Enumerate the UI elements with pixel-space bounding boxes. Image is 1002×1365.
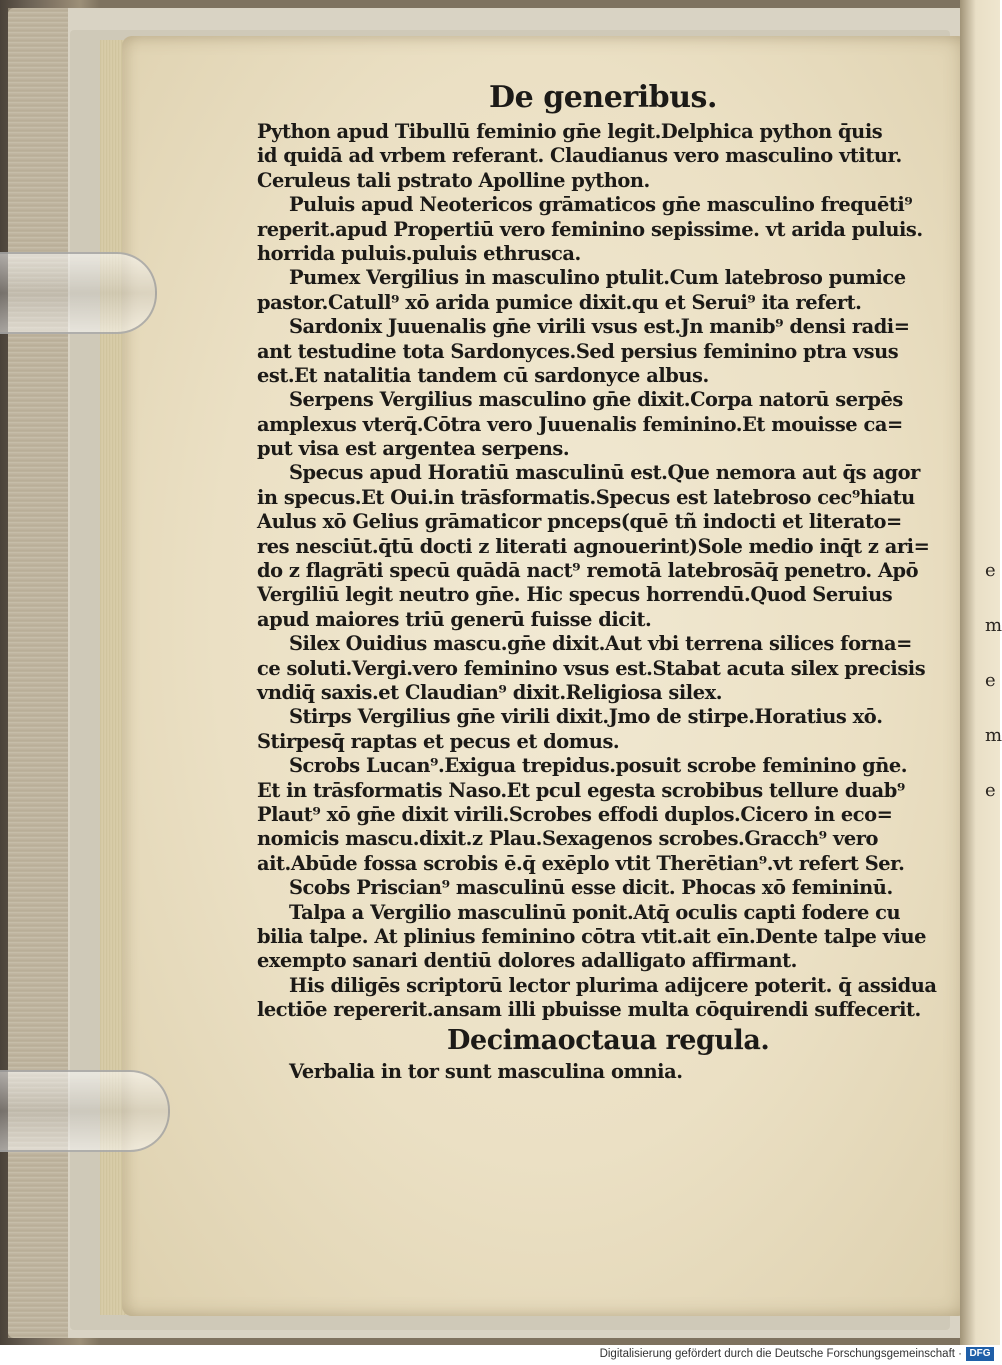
page-clip-bottom: [0, 1070, 170, 1152]
text-line: vndiq̄ saxis.et Claudian⁹ dixit.Religiosa silex.: [257, 680, 722, 704]
text-line: lectiōe repererit.ansam illi pbuisse multa cōquirendi suffecerit.: [257, 998, 921, 1022]
text-line: bilia talpe. At plinius feminino cōtra vtit.ait eīn.Dente talpe viue: [257, 924, 927, 948]
text-line: in specus.Et Oui.in trāsformatis.Specus est latebroso cec⁹hiatu: [257, 485, 915, 509]
text-line: Aulus xō Gelius grāmaticor pnceps(quē tñ indocti et literato=: [257, 510, 902, 534]
text-line: Serpens Vergilius masculino gn̄e dixit.Corpa natorū serpēs: [289, 388, 903, 412]
text-line: do z flagrāti specū quādā nact⁹ remotā latebrosāq̄ penetro. Apō: [257, 559, 919, 583]
rule-title: Decimaoctaua regula.: [447, 1025, 770, 1057]
text-line: pastor.Catull⁹ xō arida pumice dixit.qu et Serui⁹ ita refert.: [257, 290, 862, 314]
text-line: est.Et natalitia tandem cū sardonyce albus.: [257, 363, 709, 387]
text-line: Scobs Priscian⁹ masculinū esse dicit. Phocas xō femininū.: [289, 876, 893, 900]
text-line: Plaut⁹ xō gn̄e dixit virili.Scrobes effodi duplos.Cicero in eco=: [257, 802, 893, 826]
page-heading: De generibus.: [489, 80, 717, 115]
dfg-logo: DFG: [966, 1347, 994, 1361]
text-line: apud maiores triū generū fuisse dicit.: [257, 607, 652, 631]
facing-mark: e: [985, 670, 996, 691]
text-line: put visa est argentea serpens.: [257, 437, 570, 461]
facing-mark: m: [985, 725, 1002, 746]
text-line: Specus apud Horatiū masculinū est.Que nemora aut q̄s agor: [289, 461, 920, 485]
text-line: Ceruleus tali pstrato Apolline python.: [257, 168, 650, 192]
footer-bar: [0, 1345, 1000, 1365]
facing-mark: e: [985, 560, 996, 581]
text-line: Stirps Vergilius gn̄e virili dixit.Jmo de stirpe.Horatius xō.: [289, 705, 883, 729]
text-line: Python apud Tibullū feminio gn̄e legit.Delphica python q̄uis: [257, 120, 883, 143]
text-line: Silex Ouidius mascu.gn̄e dixit.Aut vbi terrena silices forna=: [289, 632, 912, 656]
text-line: id quidā ad vrbem referant. Claudianus vero masculino vtitur.: [257, 144, 902, 168]
text-line: ait.Abūde fossa scrobis ē.q̄ exēplo vtit Therētian⁹.vt refert Ser.: [257, 851, 905, 875]
last-text-line: Verbalia in tor sunt masculina omnia.: [289, 1060, 683, 1084]
text-line: ce soluti.Vergi.vero feminino vsus est.Stabat acuta silex precisis: [257, 656, 926, 680]
text-lines: [257, 120, 937, 1022]
facing-mark: e: [985, 780, 996, 801]
text-line: Puluis apud Neotericos grāmaticos gn̄e masculino frequēti⁹: [289, 193, 913, 217]
funding-credit: Digitalisierung gefördert durch die Deutsche Forschungsgemeinschaft ·: [599, 1348, 962, 1360]
text-line: horrida puluis.puluis ethrusca.: [257, 241, 581, 265]
text-line: His diligēs scriptorū lector plurima adijcere poterit. q̄ assidua: [289, 973, 937, 997]
text-line: Stirpesq̄ raptas et pecus et domus.: [257, 729, 620, 753]
text-line: nomicis mascu.dixit.z Plau.Sexagenos scrobes.Gracch⁹ vero: [257, 827, 878, 851]
text-line: res nesciūt.q̄tū docti z literati agnouerint)Sole medio inq̄t z ari=: [257, 534, 930, 558]
text-line: reperit.apud Propertiū vero feminino sepissime. vt arida puluis.: [257, 217, 923, 241]
text-line: Et in trāsformatis Naso.Et pcul egesta scrobibus tellure duab⁹: [257, 778, 905, 802]
page-clip-top: [0, 252, 157, 334]
text-line: amplexus vterq̄.Cōtra vero Juuenalis feminino.Et mouisse ca=: [257, 412, 903, 436]
text-line: Vergiliū legit neutro gn̄e. Hic specus horrendū.Quod Seruius: [257, 583, 893, 607]
text-line: Sardonix Juuenalis gn̄e virili vsus est.Jn manib⁹ densi radi=: [289, 315, 910, 339]
text-line: exempto sanari dentiū dolores adalligato affirmant.: [257, 949, 797, 973]
page-text: [257, 78, 937, 1085]
text-line: Talpa a Vergilio masculinū ponit.Atq̄ oculis capti fodere cu: [289, 900, 901, 924]
text-line: Scrobs Lucan⁹.Exigua trepidus.posuit scrobe feminino gn̄e.: [289, 754, 908, 778]
text-line: Pumex Vergilius in masculino ptulit.Cum latebroso pumice: [289, 266, 906, 290]
facing-mark: m: [985, 615, 1002, 636]
facing-page-margin-marks: [985, 560, 1002, 860]
text-line: ant testudine tota Sardonyces.Sed persius feminino ptra vsus: [257, 339, 899, 363]
